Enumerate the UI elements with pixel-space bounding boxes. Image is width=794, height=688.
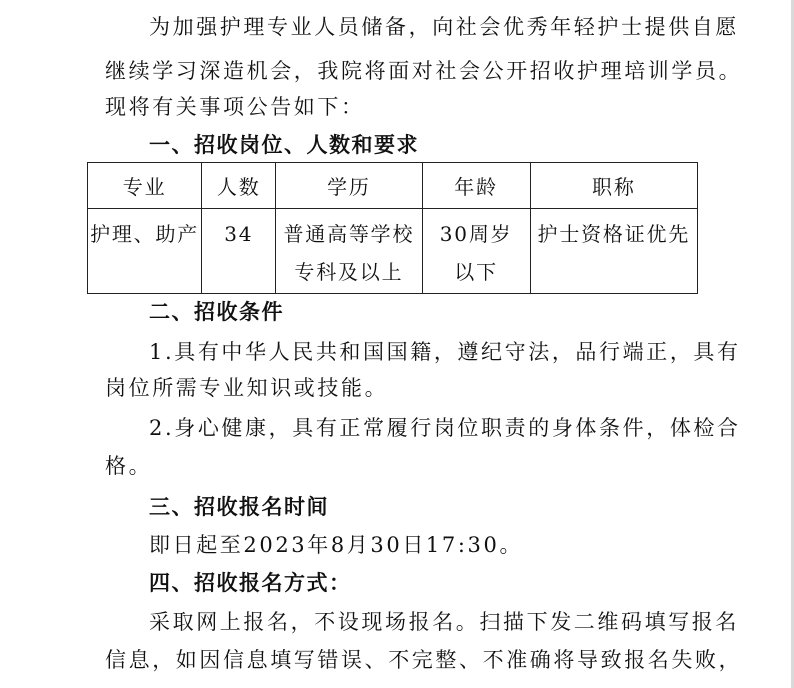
registration-method-line-1: 采取网上报名，不设现场报名。扫描下发二维码填写报名 xyxy=(149,610,739,634)
intro-line-1: 为加强护理专业人员储备，向社会优秀年轻护士提供自愿 xyxy=(149,15,739,39)
table-row xyxy=(88,209,698,294)
cell-title-text: 护士资格证优先 xyxy=(537,222,691,246)
registration-method-line-2: 信息，如因信息填写错误、不完整、不准确将导致报名失败， xyxy=(105,648,743,672)
registration-time: 即日起至2023年8月30日17:30。 xyxy=(149,533,524,557)
section-3-heading: 三、招收报名时间 xyxy=(149,495,329,519)
cell-major-text: 护理、助产 xyxy=(90,222,200,246)
table-header-row xyxy=(88,163,698,209)
condition-2-line-2: 格。 xyxy=(105,454,153,478)
cell-education-line-1: 普通高等学校 xyxy=(283,222,415,246)
header-title: 职称 xyxy=(530,163,697,209)
section-4-heading: 四、招收报名方式： xyxy=(149,571,352,595)
cell-age-text: 30周岁以下 xyxy=(439,222,513,284)
condition-1-line-1: 1.具有中华人民共和国国籍，遵纪守法，品行端正，具有 xyxy=(149,340,741,364)
section-1-heading: 一、招收岗位、人数和要求 xyxy=(149,133,419,157)
header-age: 年龄 xyxy=(422,163,530,209)
intro-line-3: 现将有关事项公告如下： xyxy=(105,95,365,119)
header-count: 人数 xyxy=(202,163,276,209)
header-major: 专业 xyxy=(88,163,202,209)
cell-education-line-2: 专科及以上 xyxy=(294,260,404,284)
condition-2-line-1: 2.身心健康，具有正常履行岗位职责的身体条件，体检合 xyxy=(149,416,741,440)
header-education: 学历 xyxy=(276,163,422,209)
cell-major xyxy=(88,209,202,294)
cell-education xyxy=(276,209,422,294)
cell-count: 34 xyxy=(202,209,276,294)
cell-title xyxy=(530,209,697,294)
cell-age xyxy=(422,209,530,294)
intro-line-2: 继续学习深造机会，我院将面对社会公开招收护理培训学员。 xyxy=(105,59,743,83)
recruitment-table xyxy=(87,162,698,294)
section-2-heading: 二、招收条件 xyxy=(149,300,284,324)
condition-1-line-2: 岗位所需专业知识或技能。 xyxy=(105,376,389,400)
